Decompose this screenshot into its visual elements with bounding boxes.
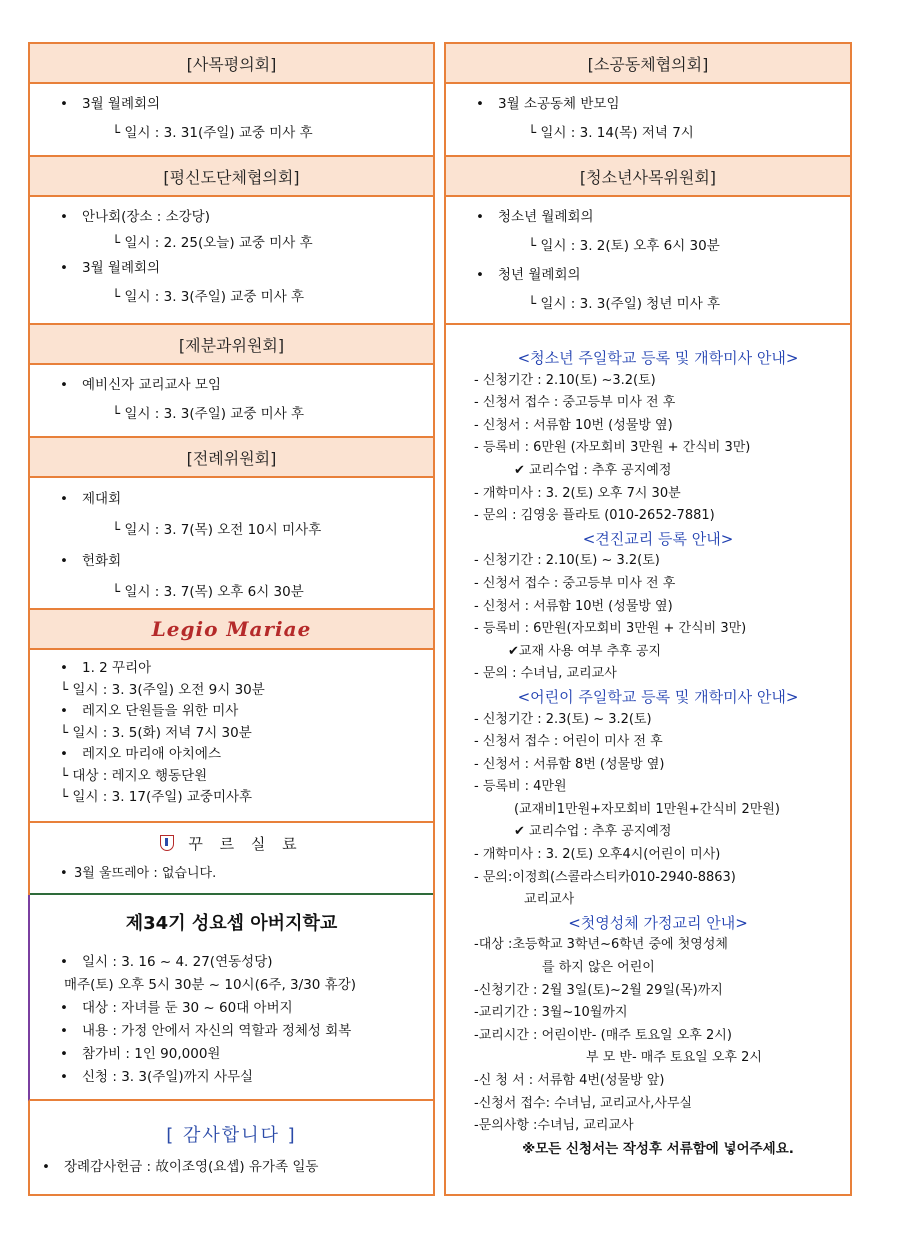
list-subitem: └ 일시 : 3. 3(주일) 오전 9시 30분 xyxy=(60,681,265,698)
info-line: ✔ 교리수업 : 추후 공지예정 xyxy=(514,462,672,478)
list-item: • 헌화회 xyxy=(52,546,423,577)
communion-title: <첫영성체 가정교리 안내> xyxy=(568,913,748,932)
info-line: - 등록비 : 6만원 (자모회비 3만원 + 간식비 3만) xyxy=(474,440,751,456)
info-line: 부 모 반- 매주 토요일 오후 2시 xyxy=(586,1050,762,1066)
info-line: - 신청서 접수 : 중고등부 미사 전 후 xyxy=(474,575,676,591)
info-line: - 신청서 : 서류함 10번 (성물방 옆) xyxy=(474,598,673,614)
list-subitem: └ 대상 : 레지오 행동단원 xyxy=(60,767,208,784)
info-line: -대상 :초등학교 3학년~6학년 중에 첫영성체 xyxy=(474,937,728,953)
list-item: • 참가비 : 1인 90,000원 xyxy=(52,1043,423,1066)
info-line: ✔ 교리수업 : 추후 공지예정 xyxy=(514,824,672,840)
legio-mariae-section xyxy=(30,610,433,823)
list-item: • 1. 2 꾸리아 xyxy=(52,658,423,680)
list-subitem: └ 일시 : 3. 5(화) 저녁 7시 30분 xyxy=(60,724,252,741)
list-item: • 제대회 xyxy=(52,484,423,515)
list-item: • 대상 : 자녀를 둔 30 ~ 60대 아버지 xyxy=(52,997,423,1020)
list-subitem: └ 일시 : 3. 31(주일) 교중 미사 후 xyxy=(112,125,313,141)
list-subitem: └ 일시 : 3. 3(주일) 교중 미사 후 xyxy=(112,289,305,305)
pastoral-council-section xyxy=(30,44,433,157)
section-header: [평신도단체협의회] xyxy=(30,157,433,197)
list-subitem: └ 일시 : 3. 2(토) 오후 6시 30분 xyxy=(528,238,720,254)
laity-council-section xyxy=(30,157,433,325)
list-subitem: └ 일시 : 2. 25(오늘) 교중 미사 후 xyxy=(112,235,313,251)
youth-committee-section xyxy=(446,157,850,325)
legio-mariae-logo: Legio Mariae xyxy=(30,610,433,650)
bulletin-frame xyxy=(28,42,852,1196)
info-line: -신청서 접수: 수녀님, 교리교사,사무실 xyxy=(474,1095,693,1111)
list-subitem: └ 일시 : 3. 7(목) 오전 10시 미사후 xyxy=(112,522,322,538)
cursillo-emblem-icon xyxy=(160,835,174,851)
education-committee-section xyxy=(30,325,433,438)
list-item: • 레지오 마리애 아치에스 xyxy=(52,744,423,766)
list-item: • 청소년 월례회의 xyxy=(468,203,840,232)
info-line: ✔교재 사용 여부 추후 공지 xyxy=(508,643,662,659)
section-header: [전례위원회] xyxy=(30,438,433,478)
info-line: (교재비1만원+자모회비 1만원+간식비 2만원) xyxy=(514,801,780,817)
info-line: - 신청기간 : 2.3(토) ~ 3.2(토) xyxy=(474,711,652,727)
list-subitem: └ 일시 : 3. 14(목) 저녁 7시 xyxy=(528,125,694,141)
section-header: [소공동체협의회] xyxy=(446,44,850,84)
list-subitem: 매주(토) 오후 5시 30분 ~ 10시(6주, 3/30 휴강) xyxy=(64,977,357,993)
info-line: - 개학미사 : 3. 2(토) 오후4시(어린이 미사) xyxy=(474,847,721,863)
left-column xyxy=(28,42,435,1196)
info-line: - 문의 : 김영웅 플라토 (010-2652-7881) xyxy=(474,508,715,524)
thanks-section xyxy=(30,1101,433,1194)
list-subitem: └ 일시 : 3. 17(주일) 교중미사후 xyxy=(60,789,253,805)
info-line: -교리시간 : 어린이반- (매주 토요일 오후 2시) xyxy=(474,1027,732,1043)
info-line: 를 하지 않은 어린이 xyxy=(542,960,655,976)
list-subitem: └ 일시 : 3. 3(주일) 교중 미사 후 xyxy=(112,406,305,422)
list-item: • 일시 : 3. 16 ~ 4. 27(연동성당) xyxy=(52,951,423,974)
list-subitem: └ 일시 : 3. 7(목) 오후 6시 30분 xyxy=(112,584,304,600)
father-school-section xyxy=(28,895,433,1101)
list-item: • 안나회(장소 : 소강당) xyxy=(52,203,423,232)
info-line: - 신청서 접수 : 중고등부 미사 전 후 xyxy=(474,395,676,411)
info-line: - 등록비 : 6만원(자모회비 3만원 + 간식비 3만) xyxy=(474,621,747,637)
section-header: [청소년사목위원회] xyxy=(446,157,850,197)
info-line: -신 청 서 : 서류함 4번(성물방 앞) xyxy=(474,1073,665,1088)
list-item: • 청년 월례회의 xyxy=(468,261,840,290)
info-line: -신청기간 : 2월 3일(토)~2월 29일(목)까지 xyxy=(474,982,723,998)
cursillo-section xyxy=(30,823,433,895)
info-line: - 신청서 접수 : 어린이 미사 전 후 xyxy=(474,734,663,750)
list-item: • 레지오 단원들을 위한 미사 xyxy=(52,701,423,723)
info-line: 교리교사 xyxy=(524,892,575,908)
list-subitem: └ 일시 : 3. 3(주일) 청년 미사 후 xyxy=(528,296,721,312)
info-line: - 신청서 : 서류함 8번 (성물방 옆) xyxy=(474,756,665,772)
list-item: • 3월 울뜨레아 : 없습니다. xyxy=(52,863,423,885)
list-item: • 3월 월례회의 xyxy=(52,254,423,283)
confirmation-title: <견진교리 등록 안내> xyxy=(582,529,734,548)
info-line: - 개학미사 : 3. 2(토) 오후 7시 30분 xyxy=(474,485,681,501)
section-header: 꾸 르 실 료 xyxy=(188,834,303,853)
registration-info-section xyxy=(446,325,850,1160)
info-line: - 문의:이정희(스콜라스티카010-2940-8863) xyxy=(474,869,736,885)
right-column xyxy=(444,42,852,1196)
submission-note: ※모든 신청서는 작성후 서류함에 넣어주세요. xyxy=(522,1140,794,1157)
info-line: - 등록비 : 4만원 xyxy=(474,779,567,795)
section-header: [사목평의회] xyxy=(30,44,433,84)
youth-school-title: <청소년 주일학교 등록 및 개학미사 안내> xyxy=(517,349,799,367)
list-item: • 예비신자 교리교사 모임 xyxy=(52,371,423,400)
liturgy-committee-section xyxy=(30,438,433,610)
info-line: - 문의 : 수녀님, 교리교사 xyxy=(474,666,617,682)
section-header: [제분과위원회] xyxy=(30,325,433,365)
info-line: - 신청기간 : 2.10(토) ~ 3.2(토) xyxy=(474,553,660,569)
list-item: • 신청 : 3. 3(주일)까지 사무실 xyxy=(52,1066,423,1089)
info-line: - 신청서 : 서류함 10번 (성물방 옆) xyxy=(474,417,673,433)
children-school-title: <어린이 주일학교 등록 및 개학미사 안내> xyxy=(517,687,799,706)
father-school-title: 제34기 성요셉 아버지학교 xyxy=(125,913,338,934)
info-line: - 신청기간 : 2.10(토) ~3.2(토) xyxy=(474,372,656,388)
list-item: • 3월 소공동체 반모임 xyxy=(468,90,840,119)
thanks-title: [ 감사합니다 ] xyxy=(166,1125,297,1146)
info-line: -교리기간 : 3월~10월까지 xyxy=(474,1005,628,1021)
info-line: -문의사항 :수녀님, 교리교사 xyxy=(474,1118,634,1134)
list-item: • 3월 월례회의 xyxy=(52,90,423,119)
list-item: • 내용 : 가정 안에서 자신의 역할과 정체성 회복 xyxy=(52,1020,423,1043)
small-community-section xyxy=(446,44,850,157)
list-item: • 장례감사헌금 : 故이조영(요셉) 유가족 일동 xyxy=(34,1155,423,1179)
